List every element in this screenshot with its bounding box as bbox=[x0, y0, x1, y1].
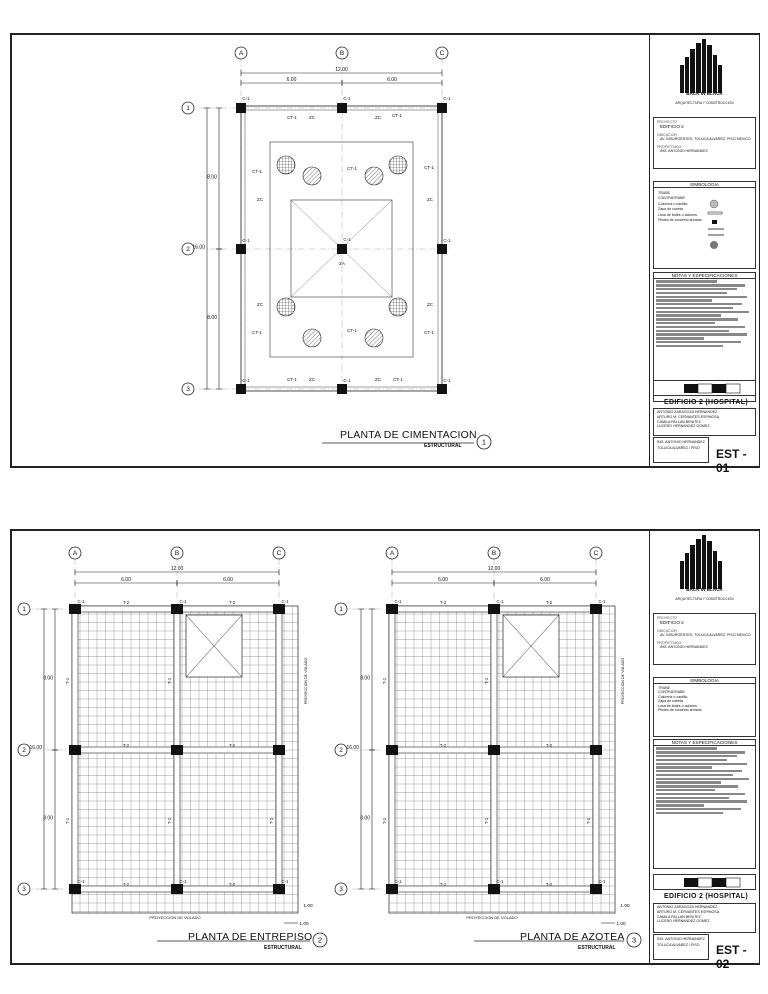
symbology-item: Columna o castillo bbox=[658, 201, 688, 206]
field-label-location: UBICACION bbox=[657, 628, 677, 633]
sheet-est-02 bbox=[10, 529, 760, 971]
plan2-dim-cant-label: 1.00 bbox=[616, 922, 626, 927]
axis-bubble-2-label: 2 bbox=[186, 246, 190, 254]
column-label: C-1 bbox=[242, 378, 250, 383]
plan1-column-c1 bbox=[69, 884, 81, 894]
zc-label: ZC bbox=[257, 197, 263, 202]
floor-plans-drawing bbox=[12, 531, 652, 963]
zc-label: ZC bbox=[427, 302, 433, 307]
plan2-column-c1 bbox=[386, 884, 398, 894]
plan-number-bubble-3-label: 3 bbox=[631, 935, 637, 945]
project-info-box bbox=[653, 613, 756, 665]
field-label-project: PROYECTO bbox=[657, 120, 678, 124]
plan2-dim-half-y-top-label: 8.00 bbox=[360, 675, 370, 682]
symbology-item: Losa de bofes o aciones bbox=[658, 703, 697, 708]
plan2-column-c1 bbox=[488, 604, 500, 614]
authors-box bbox=[653, 903, 756, 933]
plan2-dim-total-x-label: 12.00 bbox=[487, 566, 501, 572]
plan2-dim-cant-label-v: 1.00 bbox=[620, 904, 630, 909]
notes-title: NOTAS Y ESPECIFICACIONES bbox=[654, 740, 755, 746]
field-value-location: AV. INSURGENTES, TOLUCA ALVAREZ, PISO MEXICO bbox=[660, 137, 751, 142]
za-label: ZA bbox=[339, 261, 345, 266]
author-name: ARTURO M. CERVANTES ESPINOSA bbox=[657, 415, 720, 420]
plan1-dim-cant-label-v: 1.00 bbox=[303, 904, 313, 909]
author-name: CAMILA PALLAN BENITEZ bbox=[657, 914, 701, 919]
plan2-axis-bubble-3-label: 3 bbox=[339, 886, 343, 894]
plan2-dim-half-x-right-label: 6.00 bbox=[540, 577, 550, 583]
plan2-beam-v-label: T-1 bbox=[382, 677, 387, 685]
column-c1 bbox=[236, 384, 246, 394]
ct-label: CT-1 bbox=[252, 330, 262, 335]
plan1-volado-label: PROYECCION DE VOLADO bbox=[149, 915, 201, 920]
column-label: C-1 bbox=[343, 378, 351, 383]
plan-subtitle-entrepiso: ESTRUCTURAL bbox=[264, 945, 302, 951]
plan1-beam-v-label: T-1 bbox=[167, 817, 172, 825]
symbology-item: CONTRATRABE bbox=[658, 690, 685, 695]
plan2-column-label: C-1 bbox=[394, 599, 402, 604]
authors-box bbox=[653, 408, 756, 436]
plan1-dim-half-x-left-label: 6.00 bbox=[121, 577, 131, 583]
pile-circle bbox=[365, 329, 383, 347]
plan1-dim-half-y-bottom-label: 8.00 bbox=[43, 815, 53, 822]
plan2-column-c1 bbox=[488, 884, 500, 894]
dim-total-x-label: 12.00 bbox=[335, 67, 348, 73]
axis-bubble-3-label: 3 bbox=[186, 386, 190, 394]
plan2-volado-label: PROYECCION DE VOLADO bbox=[466, 915, 518, 920]
column-c1 bbox=[437, 103, 447, 113]
plan1-beam-label: T-2 bbox=[228, 882, 236, 887]
pile-circle bbox=[303, 167, 321, 185]
plan1-column-c1 bbox=[69, 745, 81, 755]
plan1-axis-bubble-B-label: B bbox=[174, 550, 180, 558]
symbology-item: Columna o castillo bbox=[658, 694, 688, 699]
plan2-column-c1 bbox=[488, 745, 500, 755]
ct-label: CT-1 bbox=[287, 377, 297, 382]
column-c1 bbox=[437, 244, 447, 254]
brand-name: BACK IN BLACK bbox=[686, 91, 723, 96]
symbology-item: Zapa de cubeta bbox=[658, 207, 683, 212]
plan1-axis-bubble-3-label: 3 bbox=[22, 886, 26, 894]
plan1-beam-label: T-2 bbox=[228, 743, 236, 748]
field-label-project: PROYECTO bbox=[657, 616, 678, 620]
pile-circle bbox=[389, 156, 407, 174]
plan1-dim-cant-label: 1.00 bbox=[299, 922, 309, 927]
plan1-beam-v-label: T-1 bbox=[167, 677, 172, 685]
symbology-title: SIMBOLOGIA bbox=[654, 182, 755, 188]
column-label: C-1 bbox=[443, 378, 451, 383]
plan2-dim-half-x-left-label: 6.00 bbox=[438, 577, 448, 583]
pile-circle bbox=[303, 329, 321, 347]
plan2-column-label: C-1 bbox=[598, 599, 606, 604]
title-block-1 bbox=[649, 35, 759, 475]
plan1-column-c1 bbox=[171, 745, 183, 755]
dim-half-y-bottom-label: 8.00 bbox=[207, 315, 217, 321]
field-value-owner: ING. ANTONIO HERNANDEZ bbox=[660, 149, 708, 154]
field-value-owner: ING. ANTONIO HERNANDEZ bbox=[660, 645, 708, 650]
dim-half-x-left-label: 6.00 bbox=[286, 77, 297, 83]
ct-label: CT-1 bbox=[347, 166, 357, 171]
field-value-project: EDIFICIO 2 bbox=[660, 124, 684, 130]
plan2-column-label: C-1 bbox=[496, 599, 504, 604]
ct-label: CT-1 bbox=[393, 377, 403, 382]
symbology-item: Zapa de cubeta bbox=[658, 699, 683, 704]
column-label: C-1 bbox=[242, 238, 250, 243]
notes-title: NOTAS Y ESPECIFICACIONES bbox=[654, 273, 755, 279]
plan1-dim-total-y-label: 16.00 bbox=[29, 745, 42, 751]
plan1-axis-bubble-A-label: A bbox=[72, 550, 78, 558]
column-c1 bbox=[437, 384, 447, 394]
symbology-item: TRABE bbox=[658, 686, 670, 690]
plan2-beam-label: T-2 bbox=[545, 600, 553, 605]
brand-tagline: ARQUITECTURA Y CONSTRUCCION bbox=[675, 597, 734, 601]
symbology-item: CONTRATRABE bbox=[658, 196, 685, 201]
plan2-beam-v-label: T-1 bbox=[484, 677, 489, 685]
plan-title-entrepiso: PLANTA DE ENTREPISO bbox=[188, 931, 313, 943]
column-label: C-1 bbox=[343, 237, 351, 242]
field-label-location: UBICACION bbox=[657, 132, 677, 137]
plan1-beam-label: T-2 bbox=[228, 600, 236, 605]
axis-bubble-1-label: 1 bbox=[186, 105, 190, 113]
plan-number-bubble-2-label: 2 bbox=[317, 935, 323, 945]
author-name: LUCERO HERNANDEZ GOMEZ bbox=[657, 919, 710, 924]
title-block-2 bbox=[649, 531, 759, 971]
column-c1 bbox=[337, 384, 347, 394]
brand-tagline: ARQUITECTURA Y CONSTRUCCION bbox=[675, 101, 734, 105]
zc-label: ZC bbox=[309, 115, 315, 120]
plan-subtitle-azotea: ESTRUCTURAL bbox=[578, 945, 616, 951]
field-label-owner: PROPIETARIO bbox=[657, 640, 682, 645]
ct-label: CT-1 bbox=[392, 113, 402, 118]
zc-label: ZC bbox=[427, 197, 433, 202]
symbology-box bbox=[653, 677, 756, 737]
symbology-item: TRABE bbox=[658, 191, 670, 195]
plan2-axis-bubble-A-label: A bbox=[389, 550, 395, 558]
author-name: CAMILA PALLAN BENITEZ bbox=[657, 419, 701, 424]
column-label: C-1 bbox=[443, 238, 451, 243]
plan1-volado-label-v: PROYECCION DE VOLADO bbox=[304, 657, 308, 705]
column-c1 bbox=[236, 103, 246, 113]
plan2-beam-label: T-2 bbox=[545, 743, 553, 748]
plan1-axis-bubble-C-label: C bbox=[276, 550, 282, 558]
symbology-item: Losa de bofes o aciones bbox=[658, 212, 697, 217]
plan1-beam-v-label: T-1 bbox=[65, 817, 70, 825]
pile-circle bbox=[365, 167, 383, 185]
plan1-column-label: C-1 bbox=[77, 599, 85, 604]
ct-label: CT-1 bbox=[252, 169, 262, 174]
symbology-item: Pilotes de concreto armado bbox=[658, 708, 702, 713]
foundation-plan-drawing bbox=[12, 35, 652, 466]
pile-circle bbox=[389, 298, 407, 316]
location-short: TOLUCA ALVAREZ / PISO bbox=[657, 446, 700, 451]
plan2-beam-label: T-2 bbox=[439, 743, 447, 748]
zc-label: ZC bbox=[375, 377, 381, 382]
location-box bbox=[653, 437, 709, 463]
pile-circle bbox=[277, 156, 295, 174]
pile-circle bbox=[277, 298, 295, 316]
plan1-column-c1 bbox=[69, 604, 81, 614]
column-c1 bbox=[337, 103, 347, 113]
plan2-beam-label: T-2 bbox=[545, 882, 553, 887]
plan1-axis-bubble-1-label: 1 bbox=[22, 606, 26, 614]
plan1-column-label: C-1 bbox=[281, 599, 289, 604]
plan2-beam-v-label: T-1 bbox=[382, 817, 387, 825]
plan1-column-c1 bbox=[171, 884, 183, 894]
axis-bubble-A-label: A bbox=[238, 50, 244, 58]
symbology-box bbox=[653, 181, 756, 269]
dim-total-y-label: 16.00 bbox=[192, 244, 205, 251]
notes-box bbox=[653, 739, 756, 869]
plan2-beam-label: T-2 bbox=[439, 600, 447, 605]
column-c1 bbox=[236, 244, 246, 254]
plan2-volado-label-v: PROYECCION DE VOLADO bbox=[621, 657, 625, 705]
plan2-axis-bubble-1-label: 1 bbox=[339, 606, 343, 614]
axis-bubble-B-label: B bbox=[339, 50, 345, 58]
symbology-symbols bbox=[654, 182, 757, 262]
plan2-slab-outline bbox=[389, 606, 615, 913]
ct-label: CT-1 bbox=[287, 115, 297, 120]
plan2-dim-half-y-bottom-label: 8.00 bbox=[360, 815, 370, 822]
plan1-beam-label: T-2 bbox=[122, 882, 130, 887]
plan-title-azotea: PLANTA DE AZOTEA bbox=[520, 931, 625, 943]
plan2-column-c1 bbox=[386, 745, 398, 755]
plan2-axis-bubble-B-label: B bbox=[491, 550, 497, 558]
author-name: ANTONIO ZARAGOZA HERNANDEZ bbox=[657, 905, 718, 909]
column-label: C-1 bbox=[343, 96, 351, 101]
plan2-column-label: C-1 bbox=[394, 879, 402, 884]
field-value-project: EDIFICIO 2 bbox=[660, 620, 684, 626]
plan2-column-c1 bbox=[590, 604, 602, 614]
symbology-title: SIMBOLOGIA bbox=[654, 678, 755, 684]
plan2-dim-total-y-label: 16.00 bbox=[346, 745, 359, 751]
plan1-column-c1 bbox=[273, 604, 285, 614]
plan1-beam-label: T-2 bbox=[122, 743, 130, 748]
sheet-number: EST - 02 bbox=[716, 943, 747, 971]
plan2-column-c1 bbox=[386, 604, 398, 614]
plan1-column-label: C-1 bbox=[77, 879, 85, 884]
north-bar-box bbox=[653, 380, 756, 396]
sheet-est-01 bbox=[10, 33, 760, 475]
north-bar-box bbox=[653, 874, 756, 890]
plan1-column-label: C-1 bbox=[179, 599, 187, 604]
project-info-box bbox=[653, 117, 756, 169]
project-title: EDIFICIO 2 (HOSPITAL) bbox=[664, 399, 748, 406]
location-box bbox=[653, 934, 709, 960]
author-name: ANTONIO ZARAGOZA HERNANDEZ bbox=[657, 410, 718, 414]
professor-name: ING. ANTONIO HERNANDEZ bbox=[657, 937, 705, 941]
professor-name: ING. ANTONIO HERNANDEZ bbox=[657, 440, 705, 444]
plan1-column-c1 bbox=[171, 604, 183, 614]
column-label: C-1 bbox=[443, 96, 451, 101]
location-short: TOLUCA ALVAREZ / PISO bbox=[657, 943, 700, 948]
plan1-slab-outline bbox=[72, 606, 298, 913]
zc-label: ZC bbox=[309, 377, 315, 382]
symbology-item: Pilotes de concreto armado bbox=[658, 218, 702, 223]
plan1-beam-v-label: T-1 bbox=[269, 817, 274, 825]
sheet-number: EST - 01 bbox=[716, 447, 747, 475]
plan-number-bubble-1-label: 1 bbox=[481, 437, 487, 447]
plan1-column-label: C-1 bbox=[179, 879, 187, 884]
plan2-axis-bubble-2-label: 2 bbox=[339, 747, 343, 755]
plan-title-foundation: PLANTA DE CIMENTACION bbox=[340, 429, 477, 441]
plan-subtitle-foundation: ESTRUCTURAL bbox=[424, 443, 462, 449]
ct-label: CT-1 bbox=[424, 165, 434, 170]
axis-bubble-C-label: C bbox=[439, 50, 445, 58]
plan1-dim-total-x-label: 12.00 bbox=[170, 566, 184, 572]
plan1-column-label: C-1 bbox=[281, 879, 289, 884]
plan1-beam-v-label: T-1 bbox=[65, 677, 70, 685]
project-title: EDIFICIO 2 (HOSPITAL) bbox=[664, 893, 748, 900]
brand-name: BACK IN BLACK bbox=[686, 587, 723, 592]
plan2-beam-v-label: T-1 bbox=[586, 817, 591, 825]
plan2-beam-label: T-2 bbox=[439, 882, 447, 887]
column-label: C-1 bbox=[242, 96, 250, 101]
plan2-axis-bubble-C-label: C bbox=[593, 550, 599, 558]
column-c1 bbox=[337, 244, 347, 254]
field-label-owner: PROPIETARIO bbox=[657, 144, 682, 149]
dim-half-x-right-label: 6.00 bbox=[387, 77, 397, 83]
plan1-axis-bubble-2-label: 2 bbox=[22, 747, 26, 755]
plan2-beam-v-label: T-1 bbox=[484, 817, 489, 825]
author-name: ARTURO M. CERVANTES ESPINOSA bbox=[657, 910, 720, 915]
zc-label: ZC bbox=[257, 302, 263, 307]
plan2-column-c1 bbox=[590, 884, 602, 894]
author-name: LUCERO HERNANDEZ GOMEZ bbox=[657, 424, 710, 429]
field-value-location: AV. INSURGENTES, TOLUCA ALVAREZ, PISO MEXICO bbox=[660, 633, 751, 638]
plan1-dim-half-y-top-label: 8.00 bbox=[43, 675, 53, 682]
zc-label: ZC bbox=[375, 115, 381, 120]
dim-half-y-top-label: 8.00 bbox=[207, 174, 217, 181]
plan1-column-c1 bbox=[273, 884, 285, 894]
plan1-dim-half-x-right-label: 6.00 bbox=[223, 577, 233, 583]
plan1-column-c1 bbox=[273, 745, 285, 755]
plan2-column-label: C-1 bbox=[598, 879, 606, 884]
ct-label: CT-1 bbox=[347, 328, 357, 333]
plan2-column-c1 bbox=[590, 745, 602, 755]
ct-label: CT-1 bbox=[424, 330, 434, 335]
plan2-column-label: C-1 bbox=[496, 879, 504, 884]
plan1-beam-label: T-2 bbox=[122, 600, 130, 605]
